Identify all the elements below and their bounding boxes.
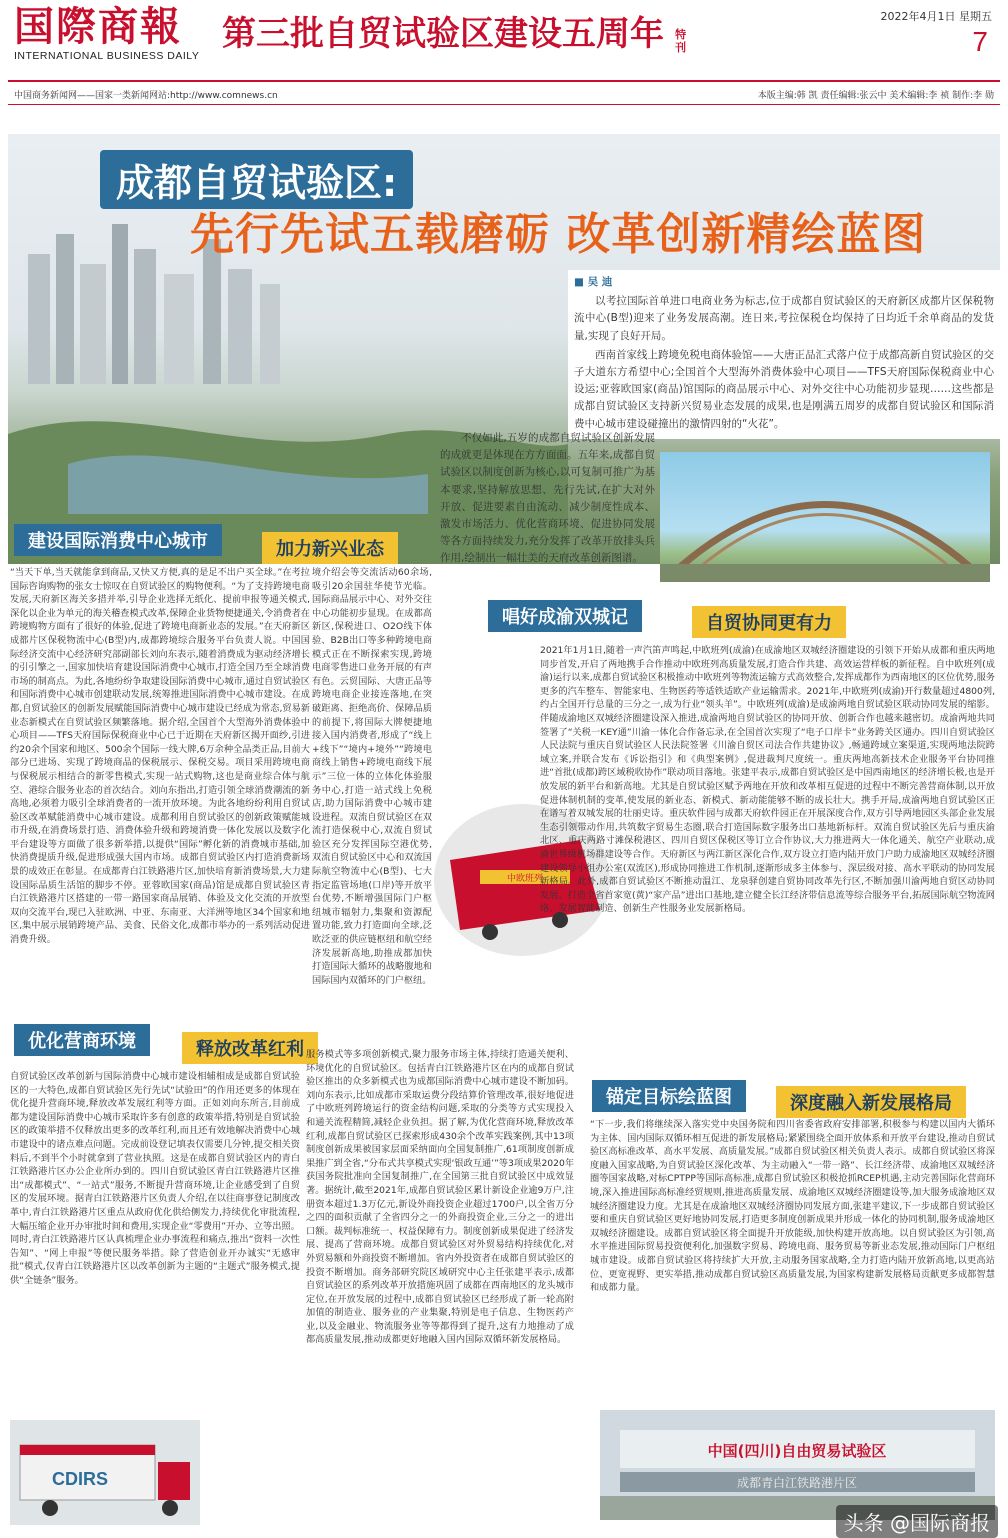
bridge-arch-icon xyxy=(660,452,990,582)
headline-line1: 成都自贸试验区: xyxy=(100,150,413,209)
author-name: 吴 迪 xyxy=(587,276,613,288)
watermark: 头条 @国际商报 xyxy=(836,1505,998,1538)
intro-block xyxy=(568,270,1000,439)
section4-title-b: 深度融入新发展格局 xyxy=(776,1086,966,1118)
special-issue-banner xyxy=(222,2,782,66)
section2-body: 2021年1月1日,随着一声汽笛声鸣起,中欧班列(成渝)在成渝地区双城经济圈建设的引领下开始从成都和重庆两地同步首发,开启了两地携手合作推动中欧班列高质量发展,打造合作共建、高效运营样板的新征程。自中欧班列(成渝)运行以来,成都自贸试验区积极推动中欧班列等物流运输方式高效整合,发挥成都作为西南地区的区位优势,服务更多的汽车整车、智能家电、生物医药等适铁适欧产业运输需求。2021年,中欧班列(成渝)开行数量超过4800列,约占全国开行总量的三分之一,成为行业“领头羊”。中欧班列(成渝)是成渝两地自贸试验区联动协同发展的缩影。伴随成渝地区双城经济圈建设深入推进,成渝两地自贸试验区的协同开放、创新合作也越来越密切。成渝两地共同签署了“关税一KEY通”川渝一体化合作备忘录,在全国首次实现了“电子口岸卡”业务跨关区通办。四川自贸试验区人民法院与重庆自贸试验区人民法院签署《川渝自贸区司法合作共建协议》,畅通跨域立案渠道,实现两地法院跨域立案,并联合发布《诉讼指引》和《典型案例》,促进裁判尺度统一。重庆两地高新技术企业服务平台协同推进“首批(成都)跨区域税收协作”联动项目落地。张建平表示,成都自贸试验区是中国西南地区的经济增长极,也是开放发展的新平台和新高地。尤其是自贸试验区赋予两地在开放和改革相互促进的过程中不断完善营商体制,以开放促进体制机制的变革,使发展的新业态、新模式、新动能能够不断的成长壮大。携手开局,成渝两地自贸试验区正在谱写着双城发展的壮丽史诗。重庆软件园与成都天府软件园正在开展深度合作,双方引导两地园区头部企业发展生态引领带动作用,共筑数字贸易生态圈,联合打造国际数字服务出口基地新标杆。双流自贸试验区先后与重庆渝北区、重庆两路寸滩保税港区、四川自贸区保税区等订立合作协议,大力推进两大一体化通关、航空产业联动,成渝世界级机场群建设等合作。天府新区与两江新区深化合作,双方设立打造内陆开放门户助力成渝地区双城经济圈建设领导小组办公室(双流区),形成协同推进工作机制,逐渐形成多主体参与、深层级对接、高水平联动的协同发展新格局。此外,成都自贸试验区不断推动温江、龙泉驿创建自贸协同改革先行区,不断加强川渝两地自贸区动协同发展。打造全省首家宽(黄)“家产品”进出口基地,建立健全长江经济带信息流等综合服务平台,拓展国际航空物流网络、发展智能制造、创新生产性服务业发展新格局。 xyxy=(540,645,995,915)
masthead-logo xyxy=(14,4,204,66)
section1-title-a: 建设国际消费中心城市 xyxy=(14,524,222,556)
section3-column2: 服务模式等多项创新模式,聚力服务市场主体,持续打造通关便利、环境优化的自贸试验区。包括青白江铁路港片区在内的成都自贸试验区推出的众多新模式也为成都国际消费中心城市建设不断加码。刘向东表示,比如成都市采取运费分段结算价管理改革,很好地促进了中欧班列跨境运行的资金结构问题,采取的分类等方式实现投入和通关流程精简,减轻企业负担。据了解,为优化营商环境,释放改革红利,成都自贸试验区已探索形成430余个改革实践案例,其中13项制度创新成果被国家层面采纳面向全国复制推广,61项制度创新成果推广到全省,“分布式共享模式实现‘银政互通’”等3项成果2020年获国务院批准向全国复制推广,在全国第三批自贸试验区中成效显著。据统计,截至2021年,成都自贸试验区累计新设企业逾9万户,注册资本超过1.3万亿元,新设外商投资企业超过1700户,以全省万分之四的面积贡献了全省四分之一的外商投资企业,三分之一的进出口额。裁判标准统一、权益保障有力。制度创新成果促进了经济发展、提高了营商环境。成都自贸试验区对外贸易结构持续优化,对外贸易额和外商投资不断增加。省内外投资者在成都自贸试验区的投资不断增加。商务部研究院区域研究中心主任张建平表示,成都自贸试验区的系列改革开放措施巩固了成都在西南地区的龙头城市定位,在开放发展的过程中,成都自贸试验区已经形成了新一轮高附加值的制造业、服务业的产业集聚,特别是电子信息、生物医药产业,以及金融业、物流服务业等等都得到了提升,这有力地推动了成都高质量发展,推动成都更好地融入国内国际双循环新发展格局。 xyxy=(306,1049,574,1346)
logo-chinese: 国際商報 xyxy=(14,3,182,50)
truck-icon xyxy=(10,1420,200,1525)
headline-line2: 先行先试五载磨砺 改革创新精绘蓝图 xyxy=(190,209,927,260)
section3-column1: 自贸试验区改革创新与国际消费中心城市建设相辅相成是成都自贸试验区的一大特色,成都自贸试验区先行先试“试验田”的作用还更多的体现在优化提升营商环境,释放改革发展红利等方面。正如刘向东所言,目前成都为建设国际消费中心城市采取许多有创意的政策举措,特别是自贸试验区的政策举措不仅释放出更多的改革红利,而且还有效地解决消费中心城市建设中的诸点难点问题。完成前设登记填表仅需要几分钟,提交相关资料后,不到半个小时就拿到了营业执照。这是在成都自贸试验区内的青白江铁路港片区办公企业所办到的。四川自贸试验区青白江铁路港片区推出“成都模式”、“一站式”服务,不断提升营商环境,让企业感受到了自贸区的发展环境。据青白江铁路港片区负责人介绍,在以往商事登记制度改革中,青白江铁路港片区重点从政府优化供给侧发力,持续优化审批流程,大幅压缩企业开办审批时间和费用,实现企业“零费用”开办、立等出照。同时,青白江铁路港片区认真梳理企业办事流程和痛点,推出“资料一次性告知”、“网上申报”等便民服务举措。除了营造创业开办诚实“无感审批”模式,仅青白江铁路港片区以改革创新为主题的“主题式”服务模式,提供“全链条”服务。 xyxy=(10,1071,300,1286)
truck-label: CDIRS xyxy=(51,1469,109,1489)
section1-title-b: 加力新兴业态 xyxy=(262,532,398,564)
section1-column2: 境介绍会等交流活动60余场,吸引20余国驻华使节光临。国际商品展示中心、对外交往中心功能初步显现。在成都高新区,保税进口、O2O线下体验、B2B出口等多种跨境电商模式正在不断探索实现,跨境电商零售进口业务开展的有声有色。云贸国际、大唐正品等跨境电商企业接连落地,在突破距离、拒绝高价、保障品质的前提下,将国际大牌便捷地接入国内消费者,形成了“线上+线下”“境内+境外”“跨境电商线上销售+跨境电商线下展示”三位一体的立体化体验服务中心,打造一站式线上免税店,助力国际消费中心城市建设进程。双流自贸试验区在双流打造保税中心,双流自贸试验区充分发挥国际空港优势,双流自贸试验区中心和双流国际航空物流中心(B型)、七大指定监管场地(口岸)等开放平台优势,不断增强国际门户枢纽城市辐射力,集聚和资源配置功能,致力打造面向全球,泛欧泛亚的供应链枢纽和航空经济发展新高地,助推成都加快打造国际大循环的战略腹地和国际国内双循环的门户枢纽。 xyxy=(312,567,432,986)
gateway-bridge-photo xyxy=(660,452,990,582)
editor-credits: 本版主编:韩 凯 责任编辑:张云中 美术编辑:李 祯 制作:李 勋 xyxy=(757,91,994,101)
section2-title-b: 自贸协同更有力 xyxy=(692,606,846,638)
train-label: 中欧班列 xyxy=(506,874,544,884)
masthead-rule xyxy=(8,80,1000,82)
issue-date: 2022年4月1日 星期五 xyxy=(880,10,992,23)
section4-body: “下一步,我们将继续深入落实党中央国务院和四川省委省政府安排部署,积极参与构建以国内大循环为主体、国内国际双循环相互促进的新发展格局;紧紧围绕全面开放体系和开放平台建设,推动自贸试验区高标准改革、高水平发展、高质量发展。”成都自贸试验区相关负责人表示。成都自贸试验区将深度融入国家战略,为自贸试验区深化改革、为主动融入“一带一路”、长江经济带、成渝地区双城经济圈等国家战略,对标CPTPP等国际高标准,成都自贸试验区积极抢抓RCEP机遇,主动完善国际化营商环境,深入推进国际高标准经贸规则,推进高质量发展、成渝地区双城经济圈建设等,加大服务成渝地区双城经济圈建设力度。尤其是在成渝地区双城经济圈协同发展方面,张建平建议,下一步成都自贸试验区要和重庆自贸试验区更好地协同发展,打造更多制度创新成果并形成一体化的协同机制,服务成渝地区双城经济圈建设。成都自贸试验区将全面提升开放能级,加快构建开放高地。以自贸试验区为引领,高水平推进国际贸易投资便利化,加强数字贸易、跨境电商、服务贸易等新业态发展,推动国际门户枢纽城市建设。成都自贸试验区将持续扩大开放,主动服务国家战略,全力打造内陆开放新高地,以更高站位、更宽视野、更实举措,推动成都自贸试验区高质量发展,为国家构建新发展格局贡献更多成都智慧和成都力量。 xyxy=(590,1119,995,1294)
section1-column1: “当天下单,当天就能拿到商品,又快又方便,真的是足不出户买全球。”在考拉国际咨询购物的张女士惊叹在自贸试验区的购物便利。“为了支持跨境电商发展,天府新区海关多措并举,引导企业选择无纸化、提前申报等通关模式,深化以企业为单元的海关稽查模式改革,保障企业货物便捷通关,令消费者在跨境购物方面有了很好的体验,促进了跨境电商新业态的发展。”在天府新区成都片区保税物流中心(B型)内,成都跨境综合服务平台负责人说。中国国际经济交流中心经济研究部副部长刘向东表示,随着消费成为驱动经济增长的引引擎之一,国家加快培育建设国际消费中心城市,打造全国乃至全球消费市场的制高点。为此,各地纷纷争取建设国际消费中心城市,通过自贸试验区和国际消费中心城市创建联动发展,统筹推进国际消费中心城市建设。在成都,自贸试验区的创新发展赋能国际消费中心城市建设已经成为常态,贸易新业态新模式在自贸试验区频繁落地。据介绍,全国首个大型海外消费体验中心项目——TFS天府国际保税商业中心已于近期在天府新区揭开面纱,引进约20余个国家和地区、500余个国际一线大牌,6万余种全品类正品,目前大部分已进场、实现了跨境商品的保税展示、保税交易。项目采用跨境电商与保税展示相结合的新零售模式,实现一站式购物,这也是商业综合体与航空、港综合服务业态的首次结合。刘向东指出,打造引领全球消费潮流的新高地,必须着力吸引全球消费者的一流开放环境。为此各地纷纷利用自贸试验区改革赋能消费中心城市建设。成都利用自贸试验区的创新政策赋能城市升级,在消费场景打造、消费体验升级和跨境消费一体化发展以及数字化平台建设等方面做了很多新举措,以提供“国际”孵化新的消费城市基础,加快消费提质升级,促进形成强大国内市场。成都自贸试验区内打造消费新场景的成效正在彰显。在成都青白江铁路港片区,加快培育新消费场景,大力建设国际品质生活馆的脚步不停。亚蓉欧国家(商品)馆是成都自贸试验区青白江铁路港片区搭建的一带一路国家商品展销、体验及文化交流的开放型双向交流平台,现已入驻欧洲、中亚、东南亚、大洋洲等地区34个国家和地区,集中展示展销跨境产品、美食、民俗文化,成都市举办的一系列活动促进消费升级。 xyxy=(10,567,310,946)
intro-paragraph: 以考拉国际首单进口电商业务为标志,位于成都自贸试验区的天府新区成都片区保税物流中心(B型)迎来了业务发展高潮。连日来,考拉保税仓均保持了日均近千余单商品的发货量,实现了良好开局。 xyxy=(574,295,994,342)
page-number: 7 xyxy=(972,26,988,57)
header-rule xyxy=(8,104,1000,105)
truck-photo xyxy=(10,1420,200,1525)
gate-sign: 中国(四川)自由贸易试验区 xyxy=(707,1442,887,1460)
section3-title-b: 释放改革红利 xyxy=(182,1032,318,1064)
section2-title-a: 唱好成渝双城记 xyxy=(488,600,642,632)
section3-title-a: 优化营商环境 xyxy=(14,1024,150,1056)
section4-title-a: 锚定目标绘蓝图 xyxy=(592,1080,746,1112)
intro-paragraph-3: 不仅如此,五岁的成都自贸试验区创新发展的成就更是体现在方方面面。五年来,成都自贸试验区以制度创新为核心,以可复制可推广为基本要求,坚持解放思想、先行先试,在扩大对外开放、促进要素自由流动、减少制度性成本、激发市场活力、优化营商环境、促进协同发展等各方面持续发力,充分发挥了改革开放排头兵作用,绘制出一幅壮美的天府改革创新图谱。 xyxy=(440,432,655,565)
intro-paragraph: 西南首家线上跨境免税电商体验馆——大唐正品汇式落户位于成都高新自贸试验区的交子大道东方希望中心;全国首个大型海外消费体验中心项目——TFS天府国际保税商业中心设运;亚蓉欧国家(商品)馆国际的商品展示中心、对外交往中心功能初步显现……这些都是成都自贸试验区支持新兴贸易业态发展的成果,也是刚满五周岁的成都自贸试验区和国际消费中心城市建设碰撞出的激情四射的“火花”。 xyxy=(574,348,994,430)
gate-sign-2: 成都青白江铁路港片区 xyxy=(736,1476,858,1490)
gate-building-icon xyxy=(600,1410,995,1520)
banner-title: 第三批自贸试验区建设五周年 xyxy=(222,14,664,54)
website-line: 中国商务新闻网——国家一类新闻网站:http://www.comnews.cn xyxy=(14,91,278,101)
banner-tag: 特刊 xyxy=(675,27,687,54)
logo-english: INTERNATIONAL BUSINESS DAILY xyxy=(14,50,200,62)
byline: ■ 吴 迪 xyxy=(574,276,613,288)
ftz-gate-photo xyxy=(600,1410,995,1520)
